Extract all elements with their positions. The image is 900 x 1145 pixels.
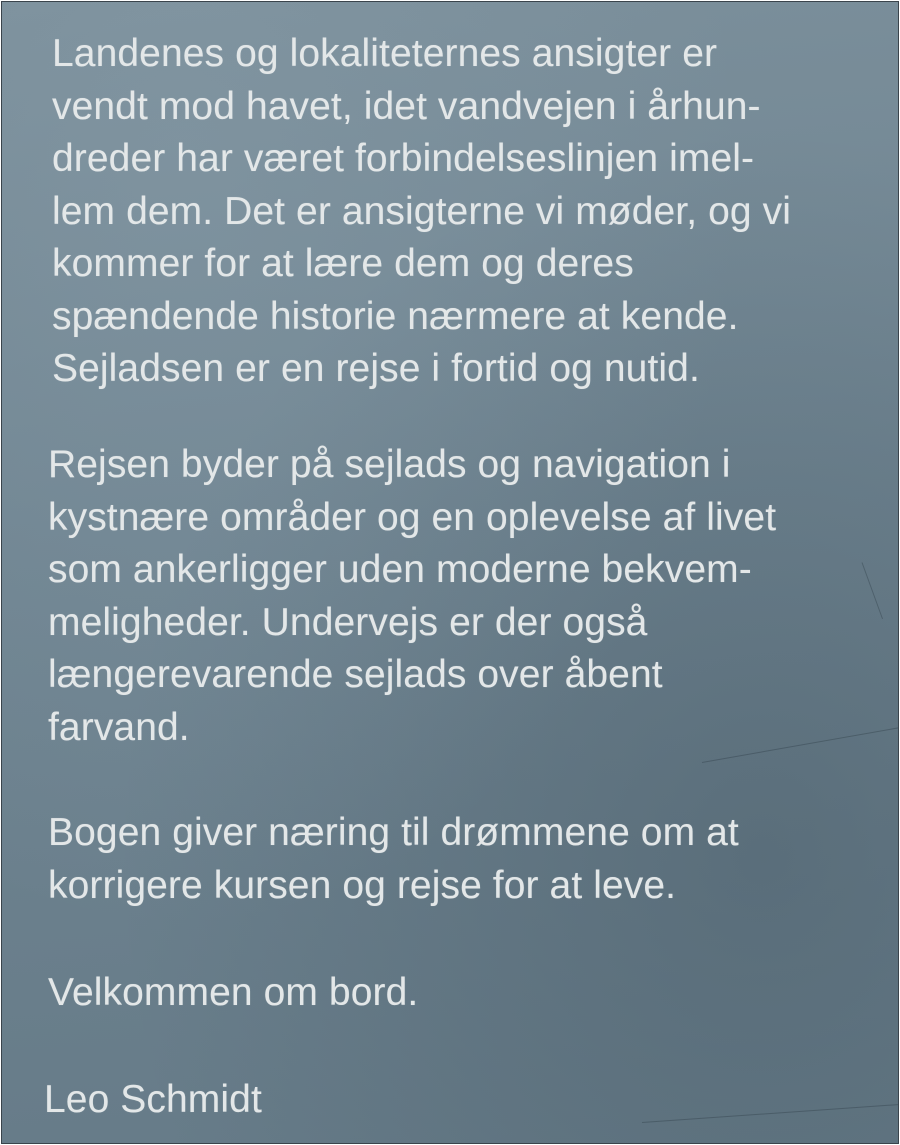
- text-line: farvand.: [48, 705, 190, 749]
- text-line: meligheder. Undervejs er der også: [48, 600, 648, 644]
- text-line: korrigere kursen og rejse for at leve.: [48, 863, 677, 907]
- paragraph-journey: [48, 439, 776, 754]
- text-line: kommer for at lære dem og deres: [52, 242, 634, 285]
- text-line: som ankerligger uden moderne bekvem-: [48, 548, 752, 591]
- text-line: længerevarende sejlads over åbent: [48, 653, 663, 696]
- text-line: Bogen giver næring til drømmene om at: [48, 811, 739, 854]
- paragraph-dreams: [48, 807, 739, 912]
- text-line: Sejladsen er en rejse i fortid og nutid.: [52, 347, 700, 390]
- text-line: Landenes og lokaliteternes ansigter er: [52, 32, 718, 75]
- paragraph-welcome: [48, 967, 418, 1020]
- text-line: spændende historie nærmere at kende.: [52, 294, 739, 338]
- text-line: dreder har været forbindelseslinjen imel-: [52, 137, 755, 180]
- book-back-cover-photo: [1, 1, 899, 1144]
- paper-crease: [862, 562, 883, 619]
- paragraph-intro: [52, 28, 791, 396]
- text-line: lem dem. Det er ansigterne vi møder, og vi: [52, 189, 791, 233]
- text-line: Velkommen om bord.: [48, 971, 419, 1014]
- text-line: kystnære områder og en oplevelse af livet: [48, 495, 777, 539]
- text-line: vendt mod havet, idet vandvejen i århun-: [52, 84, 761, 128]
- author-name: Leo Schmidt: [44, 1078, 262, 1121]
- paper-crease: [642, 1104, 899, 1123]
- text-line: Rejsen byder på sejlads og navigation i: [48, 443, 731, 486]
- author-signature: [44, 1074, 262, 1127]
